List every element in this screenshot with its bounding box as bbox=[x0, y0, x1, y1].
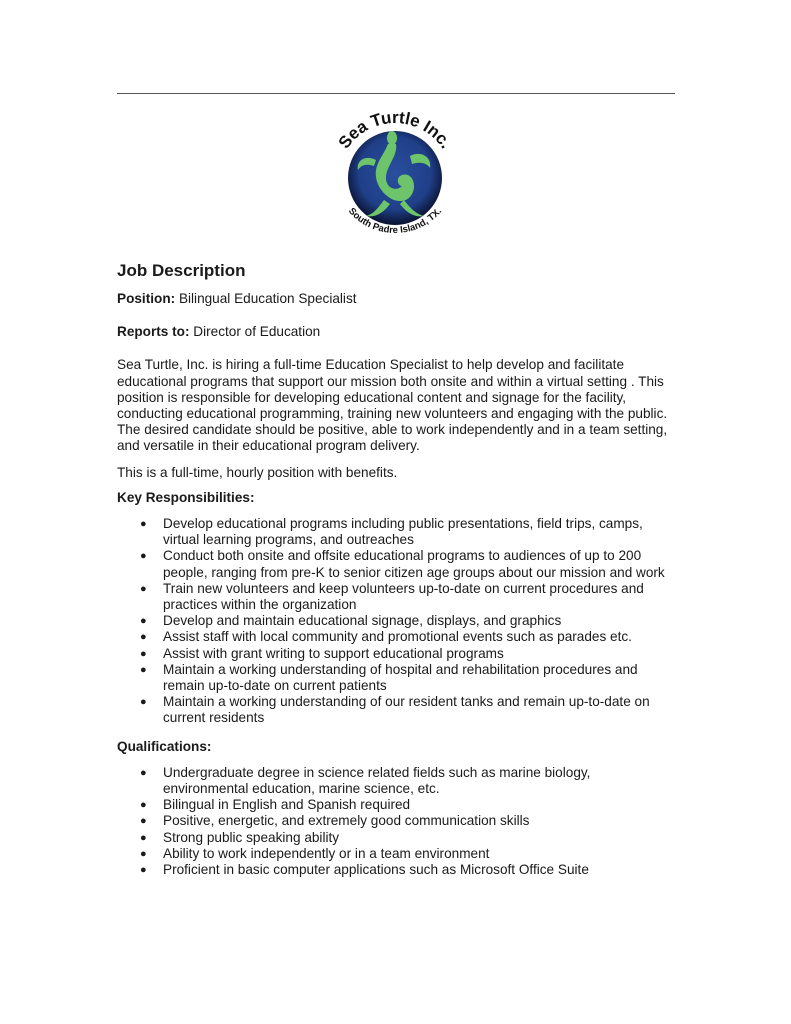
list-item: ● Maintain a working understanding of our resident tanks and remain up-to-date on current residents bbox=[140, 694, 650, 726]
list-item: ● Proficient in basic computer applications such as Microsoft Office Suite bbox=[140, 862, 589, 878]
list-item: ● Strong public speaking ability bbox=[140, 829, 340, 845]
list-item: ● Conduct both onsite and offsite educational programs to audiences of up to 200 people, ranging from pre-K to senior citizen age groups about our mission and work bbox=[140, 548, 665, 580]
list-item: ● Undergraduate degree in science related fields such as marine biology, environmental education, marine science, etc. bbox=[140, 764, 591, 797]
list-item: ● Develop educational programs including public presentations, field trips, camps, virtual learning programs, and outreaches bbox=[140, 516, 643, 548]
bullet-icon: ● bbox=[140, 550, 147, 563]
position-value: Bilingual Education Specialist bbox=[178, 291, 357, 306]
bullet-icon: ● bbox=[140, 582, 147, 595]
list-item: ● Train new volunteers and keep volunteers up-to-date on current procedures and practices within the organization bbox=[140, 580, 644, 613]
list-item: ● Ability to work independently or in a team environment bbox=[140, 845, 490, 861]
bullet-icon: ● bbox=[140, 518, 147, 531]
bullet-icon: ● bbox=[140, 799, 147, 812]
position-label: Position: bbox=[117, 291, 176, 306]
responsibilities-heading: Key Responsibilities: bbox=[117, 489, 255, 505]
page-title: Job Description bbox=[117, 261, 246, 280]
header-rule bbox=[117, 93, 675, 94]
bullet-icon: ● bbox=[140, 831, 147, 844]
bullet-icon: ● bbox=[140, 766, 147, 779]
bullet-icon: ● bbox=[140, 663, 147, 676]
bullet-icon: ● bbox=[140, 864, 147, 877]
bullet-icon: ● bbox=[140, 696, 147, 709]
list-item: ● Positive, energetic, and extremely good communication skills bbox=[140, 813, 530, 829]
bullet-icon: ● bbox=[140, 631, 147, 644]
sea-turtle-logo bbox=[318, 104, 472, 250]
list-item: ● Maintain a working understanding of hospital and rehabilitation procedures and remain up-to-date on current patients bbox=[140, 661, 638, 694]
logo-arc-top-text: Sea Turtle Inc. bbox=[334, 107, 456, 153]
reports-to-label: Reports to: bbox=[117, 324, 190, 340]
position-line bbox=[117, 291, 679, 307]
intro-paragraph: Sea Turtle, Inc. is hiring a full-time Education Specialist to help develop and facilitate educational programs that support our mission both onsite and within a virtual setting . This position is responsible for developing educational content and signage for the facility, conducting educational programming, training new volunteers and engaging with the public. The desired candidate should be positive, able to work independently and in a team setting, and versatile in their educational program delivery. bbox=[117, 357, 668, 454]
responsibilities-list bbox=[117, 516, 679, 727]
bullet-icon: ● bbox=[140, 847, 147, 860]
list-item: ● Assist staff with local community and promotional events such as parades etc. bbox=[140, 629, 632, 645]
list-item: ● Assist with grant writing to support educational programs bbox=[140, 645, 504, 661]
logo-arc-bottom-text: South Padre Island, TX. bbox=[346, 205, 444, 237]
reports-to-value: Director of Education bbox=[193, 324, 321, 340]
hours-paragraph: This is a full-time, hourly position with benefits. bbox=[117, 464, 398, 480]
reports-to-line bbox=[117, 324, 679, 340]
list-item: ● Develop and maintain educational signage, displays, and graphics bbox=[140, 613, 562, 629]
qualifications-heading: Qualifications: bbox=[117, 738, 212, 754]
job-description-body bbox=[117, 260, 679, 890]
qualifications-list bbox=[117, 765, 679, 878]
bullet-icon: ● bbox=[140, 615, 147, 628]
bullet-icon: ● bbox=[140, 815, 147, 828]
bullet-icon: ● bbox=[140, 647, 147, 660]
list-item: ● Bilingual in English and Spanish required bbox=[140, 797, 411, 813]
